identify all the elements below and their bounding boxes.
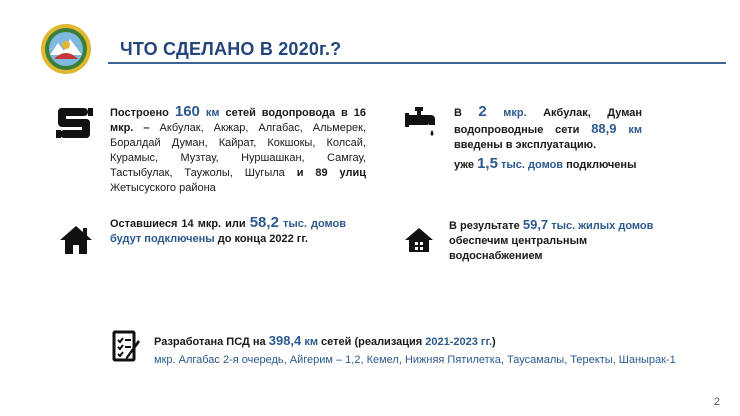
block-water-network — [110, 104, 366, 196]
pipe-icon — [56, 106, 94, 140]
b4-text-1: В результате — [449, 220, 523, 232]
b1-district-list: Акбулак, Акжар, Алгабас, Альмерек, Боралдай Думан, Кайрат, Кокшокы, Колсай, Курамыс, Музтау, Нуршашкан, Самгау, Тастыбулак, Таужолы, Шугыла — [110, 122, 367, 179]
b5-district-list: мкр. Алгабас 2-я очередь, Айгерим – 1,2, Кемел, Нижняя Пятилетка, Таусамалы, Теректы, Шанырак-1 — [154, 354, 676, 366]
b2-text-4: уже — [454, 159, 478, 171]
b1-unit: км — [199, 107, 220, 119]
b5-text-3: ) — [492, 336, 496, 348]
block-commissioned — [454, 104, 642, 173]
emblem-icon — [40, 23, 92, 75]
b1-text-2: сетей водопровода в 16 мкр. – — [110, 107, 366, 134]
b2-value: 2 — [478, 103, 487, 120]
b2-text-5: подключены — [563, 159, 637, 171]
b2-houses-value: 1,5 — [477, 155, 498, 172]
b4-unit: тыс. жилых домов — [548, 220, 654, 232]
b1-district: Жетысуского района — [110, 182, 216, 194]
b5-text-1: Разработана ПСД на — [154, 336, 269, 348]
page-number: 2 — [713, 396, 720, 408]
b2-unit: мкр. — [486, 107, 527, 119]
b2-length: 88,9 — [591, 121, 617, 136]
block-remaining — [110, 215, 346, 247]
b2-text-2: Акбулак, Думан водопроводные сети — [454, 107, 642, 136]
b4-text-2: обеспечим центральным водоснабжением — [449, 235, 588, 262]
house-icon — [58, 224, 94, 256]
b2-length-unit: км — [616, 124, 642, 136]
b2-houses-unit: тыс. домов — [497, 159, 564, 171]
house-icon — [404, 226, 434, 254]
b5-value: 398,4 — [268, 333, 302, 348]
b1-streets: и 89 улиц — [284, 167, 366, 179]
faucet-icon — [405, 105, 439, 139]
b5-years: 2021-2023 гг. — [425, 336, 493, 348]
b3-value: 58,2 — [249, 214, 279, 231]
b1-value: 160 — [174, 103, 200, 120]
b3-text-3: до конца 2022 гг. — [214, 233, 308, 245]
b1-text-1: Построено — [110, 107, 175, 119]
b3-text-1: Оставшиеся 14 мкр. или — [110, 218, 250, 230]
document-edit-icon — [112, 330, 144, 364]
b3-unit: тыс. домов — [278, 218, 346, 230]
b3-text-2: будут подключены — [110, 233, 215, 245]
b2-text-3: введены в эксплуатацию. — [454, 139, 597, 151]
page-title: ЧТО СДЕЛАНО В 2020г.? — [120, 39, 342, 59]
block-design-docs — [154, 333, 714, 368]
title-divider — [108, 62, 726, 64]
b2-text-1: В — [454, 107, 479, 119]
b4-value: 59,7 — [522, 217, 549, 232]
b5-unit: км — [301, 336, 318, 348]
b5-text-2: сетей (реализация — [317, 336, 426, 348]
block-result — [449, 217, 655, 264]
